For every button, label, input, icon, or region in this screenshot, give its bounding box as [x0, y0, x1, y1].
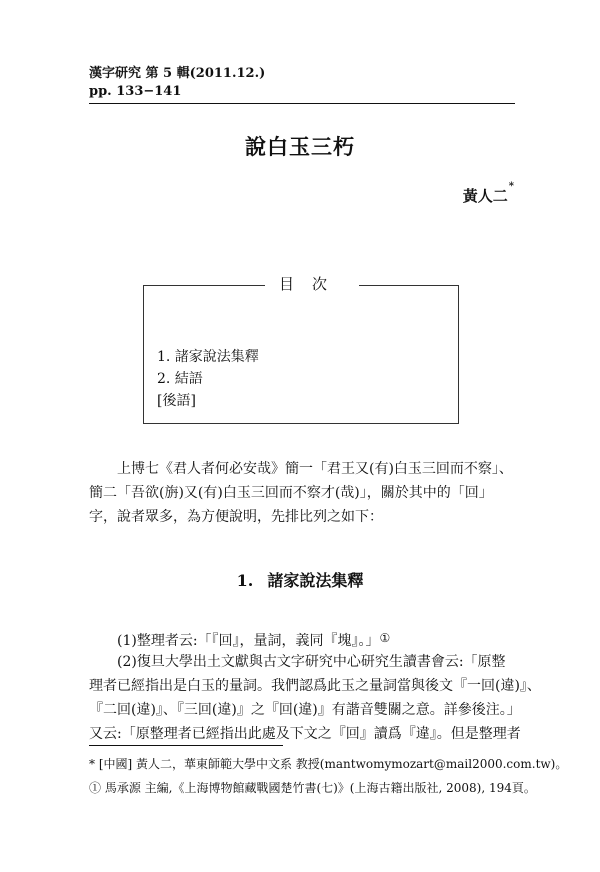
author-name: 黃人二 — [462, 187, 508, 205]
text-line: 簡二「吾欲(旃)又(有)白玉三回而不察才(哉)」，關於其中的「回」 — [89, 485, 493, 501]
toc-item: 1. 諸家說法集釋 — [157, 349, 259, 365]
text-line: 又云:「原整理者已經指出此處及下文之『回』讀爲『違』。但是整理者 — [89, 726, 521, 742]
footnote: ① 馬承源 主編,《上海博物館藏戰國楚竹書(七)》(上海古籍出版社, 2008), 194頁。 — [89, 781, 536, 795]
header-rule — [89, 103, 515, 104]
paper-title: 說白玉三朽 — [245, 134, 355, 159]
toc-heading: 目次 — [265, 273, 359, 294]
section-title: 諸家說法集釋 — [267, 571, 364, 590]
journal-citation: 漢字研究 第 5 輯(2011.12.) — [89, 66, 266, 81]
text-line: 上博七《君人者何必安哉》簡一「君王又(有)白玉三回而不察」、 — [117, 461, 513, 477]
toc-item: 2. 結語 — [157, 371, 203, 387]
toc-list — [157, 346, 259, 412]
intro-paragraph — [89, 457, 515, 529]
author-footnote-mark: * — [508, 181, 514, 192]
footnotes — [89, 752, 568, 800]
text-line — [89, 626, 515, 650]
text-span: (1)整理者云:「『回』，量詞，義同『塊』。」 — [117, 633, 380, 649]
footnote-ref: ① — [379, 631, 391, 645]
section-number: 1. — [236, 571, 254, 590]
text-line: 『二回(違)』、『三回(違)』之『回(違)』有諧音雙關之意。詳參後注。」 — [89, 702, 521, 718]
footnote-rule — [89, 745, 283, 746]
text-line: (2)復旦大學出土文獻與古文字研究中心研究生讀書會云:「原整 — [117, 654, 506, 670]
toc-item: [後語] — [157, 393, 196, 409]
text-line: 字，說者眾多，為方便說明，先排比列之如下： — [89, 509, 383, 525]
page-range: pp. 133−141 — [89, 84, 182, 99]
author — [462, 181, 514, 206]
footnote: * [中國] 黃人二，華東師範大學中文系 教授(mantwomymozart@mail2000.com.tw)。 — [89, 757, 568, 771]
section-body — [89, 626, 541, 746]
section-heading — [0, 568, 600, 591]
text-line: 理者已經指出是白玉的量詞。我們認爲此玉之量詞當與後文『一回(違)』、 — [89, 678, 541, 694]
